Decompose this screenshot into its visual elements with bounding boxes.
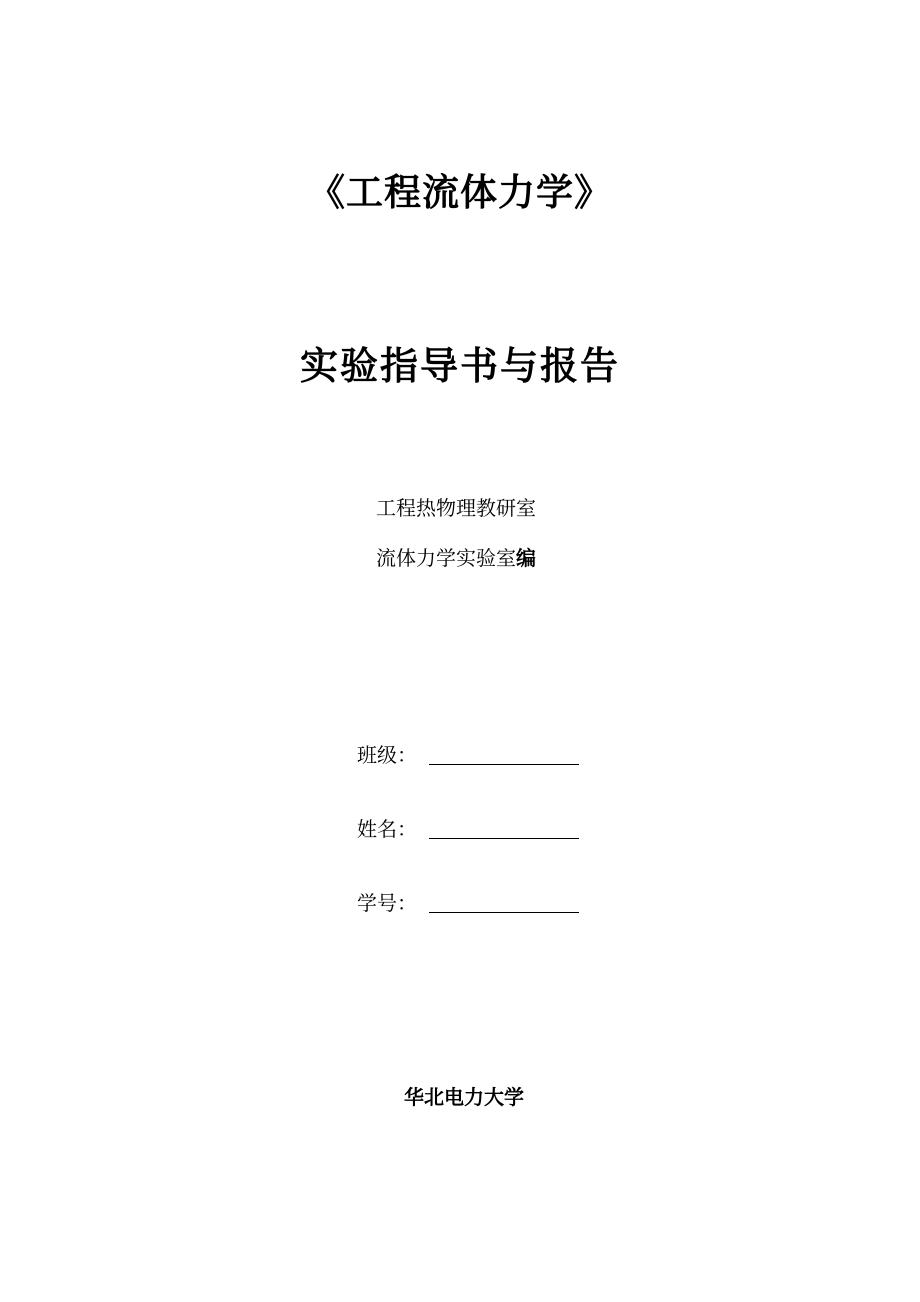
class-label: 班级：	[357, 743, 417, 767]
name-blank-line[interactable]	[429, 838, 579, 839]
name-label: 姓名：	[357, 817, 417, 841]
department-line-1: 工程热物理教研室	[376, 496, 536, 520]
document-subtitle: 实验指导书与报告	[299, 344, 620, 388]
document-title: 《工程流体力学》	[308, 171, 612, 214]
department-line-2-text: 流体力学实验室	[376, 546, 516, 570]
university-name: 华北电力大学	[404, 1085, 524, 1109]
student-id-label: 学号：	[357, 891, 417, 915]
class-blank-line[interactable]	[429, 764, 579, 765]
department-line-2	[376, 545, 536, 571]
student-id-blank-line[interactable]	[429, 912, 579, 913]
department-suffix: 编	[516, 546, 536, 570]
